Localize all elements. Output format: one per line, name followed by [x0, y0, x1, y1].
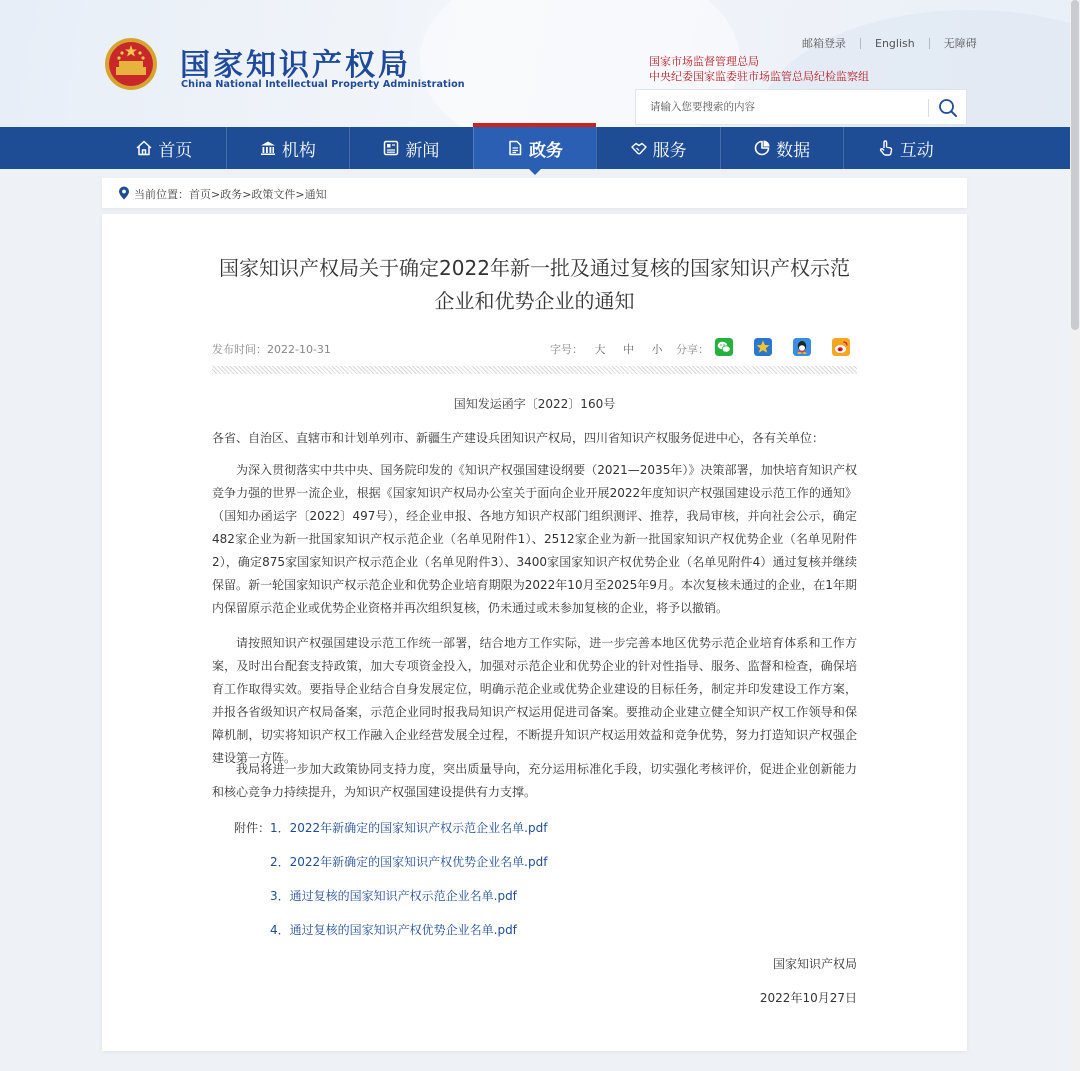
accessibility-link[interactable]: 无障碍	[943, 37, 977, 50]
attachment-label: 附件：	[234, 821, 271, 835]
page-scrollbar[interactable]	[1070, 0, 1080, 1071]
nav-item-interaction[interactable]	[843, 127, 967, 169]
paragraph-1: 为深入贯彻落实中共中央、国务院印发的《知识产权强国建设纲要（2021—2035年）》决策部署，加快培育知识产权竞争力强的世界一流企业，根据《国家知识产权局办公室关于面向企业开展2022年度知识产权强国建设示范工作的通知》（国知办函运字〔2022〕497号），经企业申报、各地方知识产权部门组织测评、推荐，我局审核，并向社会公示，确定482家企业为新一批国家知识产权示范企业（名单见附件1）、2512家企业为新一批国家知识产权优势企业（名单见附件2），确定875家国家知识产权示范企业（名单见附件3）、3400家国家知识产权优势企业（名单见附件4）通过复核并继续保留。新一轮国家知识产权示范企业和优势企业培育期限为2022年10月至2025年9月。本次复核未通过的企业，在1年期内保留原示范企业或优势企业资格并再次组织复核，仍未通过或未参加复核的企业，将予以撤销。	[212, 463, 857, 615]
nav-label: 机构	[281, 140, 316, 161]
pie-chart-icon	[753, 139, 771, 157]
nav-label: 服务	[652, 140, 687, 161]
share-label: 分享：	[676, 343, 709, 356]
font-size-control	[550, 341, 663, 357]
qzone-icon[interactable]	[754, 338, 772, 356]
scrollbar-thumb[interactable]	[1071, 0, 1079, 330]
font-size-large[interactable]: 大	[594, 343, 606, 356]
news-icon	[382, 139, 400, 157]
logo-subtitle: China National Intellectual Property Administration	[181, 79, 465, 90]
nav-label: 首页	[158, 140, 193, 161]
handshake-icon	[630, 139, 648, 157]
search-input[interactable]	[636, 90, 926, 124]
article-meta	[212, 338, 857, 358]
addressee: 各省、自治区、直辖市和计划单列市、新疆生产建设兵团知识产权局，四川省知识产权服务促进中心，各有关单位：	[212, 431, 825, 445]
nav-item-data[interactable]	[720, 127, 844, 169]
wechat-icon[interactable]	[715, 338, 733, 356]
nav-label: 数据	[776, 140, 811, 161]
main-nav	[0, 127, 1080, 169]
article-title: 国家知识产权局关于确定2022年新一批及通过复核的国家知识产权示范企业和优势企业的通知	[219, 256, 850, 313]
font-size-label: 字号：	[550, 343, 583, 356]
attachment-link-3[interactable]: 3．通过复核的国家知识产权示范企业名单.pdf	[270, 889, 517, 903]
attachment-link-2[interactable]: 2．2022年新确定的国家知识产权优势企业名单.pdf	[270, 855, 548, 869]
nav-item-organization[interactable]	[226, 127, 350, 169]
font-size-small[interactable]: 小	[651, 343, 663, 356]
site-header	[0, 0, 1080, 127]
search-icon[interactable]	[934, 94, 962, 122]
inspection-group-link[interactable]: 中央纪委国家监委驻市场监管总局纪检监察组	[649, 70, 869, 83]
signature: 国家知识产权局	[772, 957, 857, 971]
location-pin-icon	[118, 186, 130, 200]
qq-icon[interactable]	[793, 338, 811, 356]
attachment-link-4[interactable]: 4．通过复核的国家知识产权优势企业名单.pdf	[270, 923, 517, 937]
building-icon	[259, 139, 277, 157]
nav-label: 互动	[899, 140, 934, 161]
english-link[interactable]: English	[875, 36, 915, 50]
font-size-medium[interactable]: 中	[623, 343, 634, 356]
search-box	[635, 89, 967, 125]
paragraph-2: 请按照知识产权强国建设示范工作统一部署，结合地方工作实际，进一步完善本地区优势示范企业培育体系和工作方案，及时出台配套支持政策，加大专项资金投入，加强对示范企业和优势企业的针对性指导、服务、监督和检查，确保培育工作取得实效。要指导企业结合自身发展定位，明确示范企业或优势企业建设的目标任务，制定并印发建设工作方案，并报各省级知识产权局备案，示范企业同时报我局知识产权运用促进司备案。要推动企业建立健全知识产权工作领导和保障机制，切实将知识产权工作融入企业经营发展全过程，不断提升知识产权运用效益和竞争优势，努力打造知识产权强企建设第一方阵。	[212, 636, 857, 765]
search-divider	[928, 99, 929, 117]
divider-hatch	[212, 366, 857, 374]
mail-login-link[interactable]: 邮箱登录	[802, 37, 846, 50]
article-card	[102, 214, 967, 1051]
nav-label: 新闻	[405, 140, 440, 161]
weibo-icon[interactable]	[832, 338, 850, 356]
document-icon	[506, 139, 524, 157]
nav-item-government-affairs[interactable]	[473, 127, 597, 169]
home-icon	[135, 139, 153, 157]
sign-date: 2022年10月27日	[759, 991, 857, 1005]
nav-item-news[interactable]	[349, 127, 473, 169]
paragraph-3: 我局将进一步加大政策协同支持力度，突出质量导向，充分运用标准化手段，切实强化考核评价，促进企业创新能力和核心竞争力持续提升，为知识产权强国建设提供有力支撑。	[212, 762, 857, 799]
logo-title[interactable]: 国家知识产权局	[180, 48, 411, 83]
nav-label: 政务	[529, 140, 564, 161]
attachment-link-1[interactable]: 1．2022年新确定的国家知识产权示范企业名单.pdf	[270, 821, 548, 835]
samr-link[interactable]: 国家市场监督管理总局	[649, 55, 759, 68]
document-number: 国知发运函字〔2022〕160号	[453, 397, 616, 411]
active-caret	[529, 169, 541, 175]
nav-item-services[interactable]	[596, 127, 720, 169]
national-emblem-icon[interactable]	[104, 37, 158, 91]
publish-date: 发布时间：2022-10-31	[212, 343, 331, 356]
top-links	[790, 36, 977, 50]
nav-item-home[interactable]	[102, 127, 226, 169]
breadcrumb-text[interactable]: 当前位置：首页>政务>政策文件>通知	[134, 188, 327, 201]
hand-pointer-icon	[877, 139, 895, 157]
breadcrumb	[102, 178, 967, 208]
